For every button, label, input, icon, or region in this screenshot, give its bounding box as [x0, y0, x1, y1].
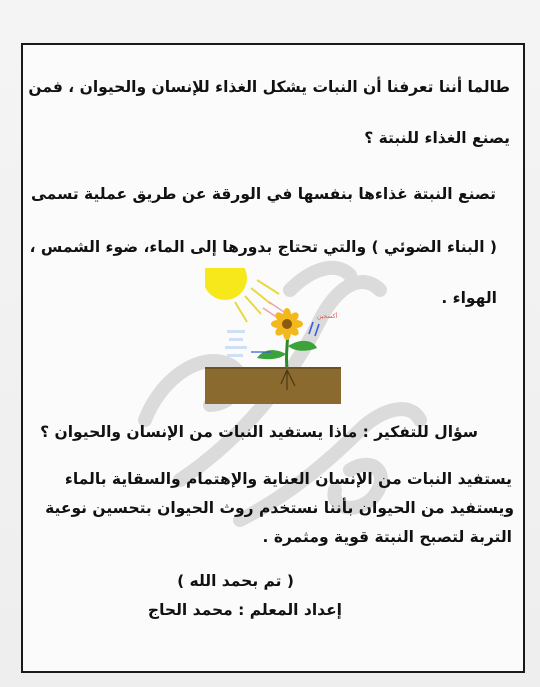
explanation-line-2: ( البناء الضوئي ) والتي تحتاج بدورها إلى الماء، ضوء الشمس ، — [29, 238, 497, 256]
thinking-question: سؤال للتفكير : ماذا يستفيد النبات من الإنسان والحيوان ؟ — [40, 423, 478, 441]
answer-line-2: ويستفيد من الحيوان بأننا نستخدم روث الحيوان بتحسين نوعية — [45, 499, 514, 517]
closing-phrase: ( تم بحمد الله ) — [177, 572, 294, 590]
intro-line-1: طالما أننا تعرفنا أن النبات يشكل الغذاء للإنسان والحيوان ، فمن — [28, 78, 510, 96]
photosynthesis-plant-icon — [205, 268, 341, 404]
answer-line-1: يستفيد النبات من الإنسان العناية والإهتمام والسقاية بالماء — [64, 470, 512, 488]
answer-line-3: التربة لتصبح النبتة قوية ومثمرة . — [262, 528, 512, 546]
explanation-line-1: تصنع النبتة غذاءها بنفسها في الورقة عن طريق عملية تسمى — [31, 185, 496, 203]
flower-icon — [271, 308, 303, 340]
oxygen-label: أكسجين — [317, 313, 338, 320]
sun-icon — [205, 268, 247, 300]
soil-icon — [205, 368, 341, 404]
author-credit: إعداد المعلم : محمد الحاج — [147, 601, 342, 619]
explanation-line-3: الهواء . — [441, 289, 497, 307]
intro-line-2: يصنع الغذاء للنبتة ؟ — [364, 129, 510, 147]
